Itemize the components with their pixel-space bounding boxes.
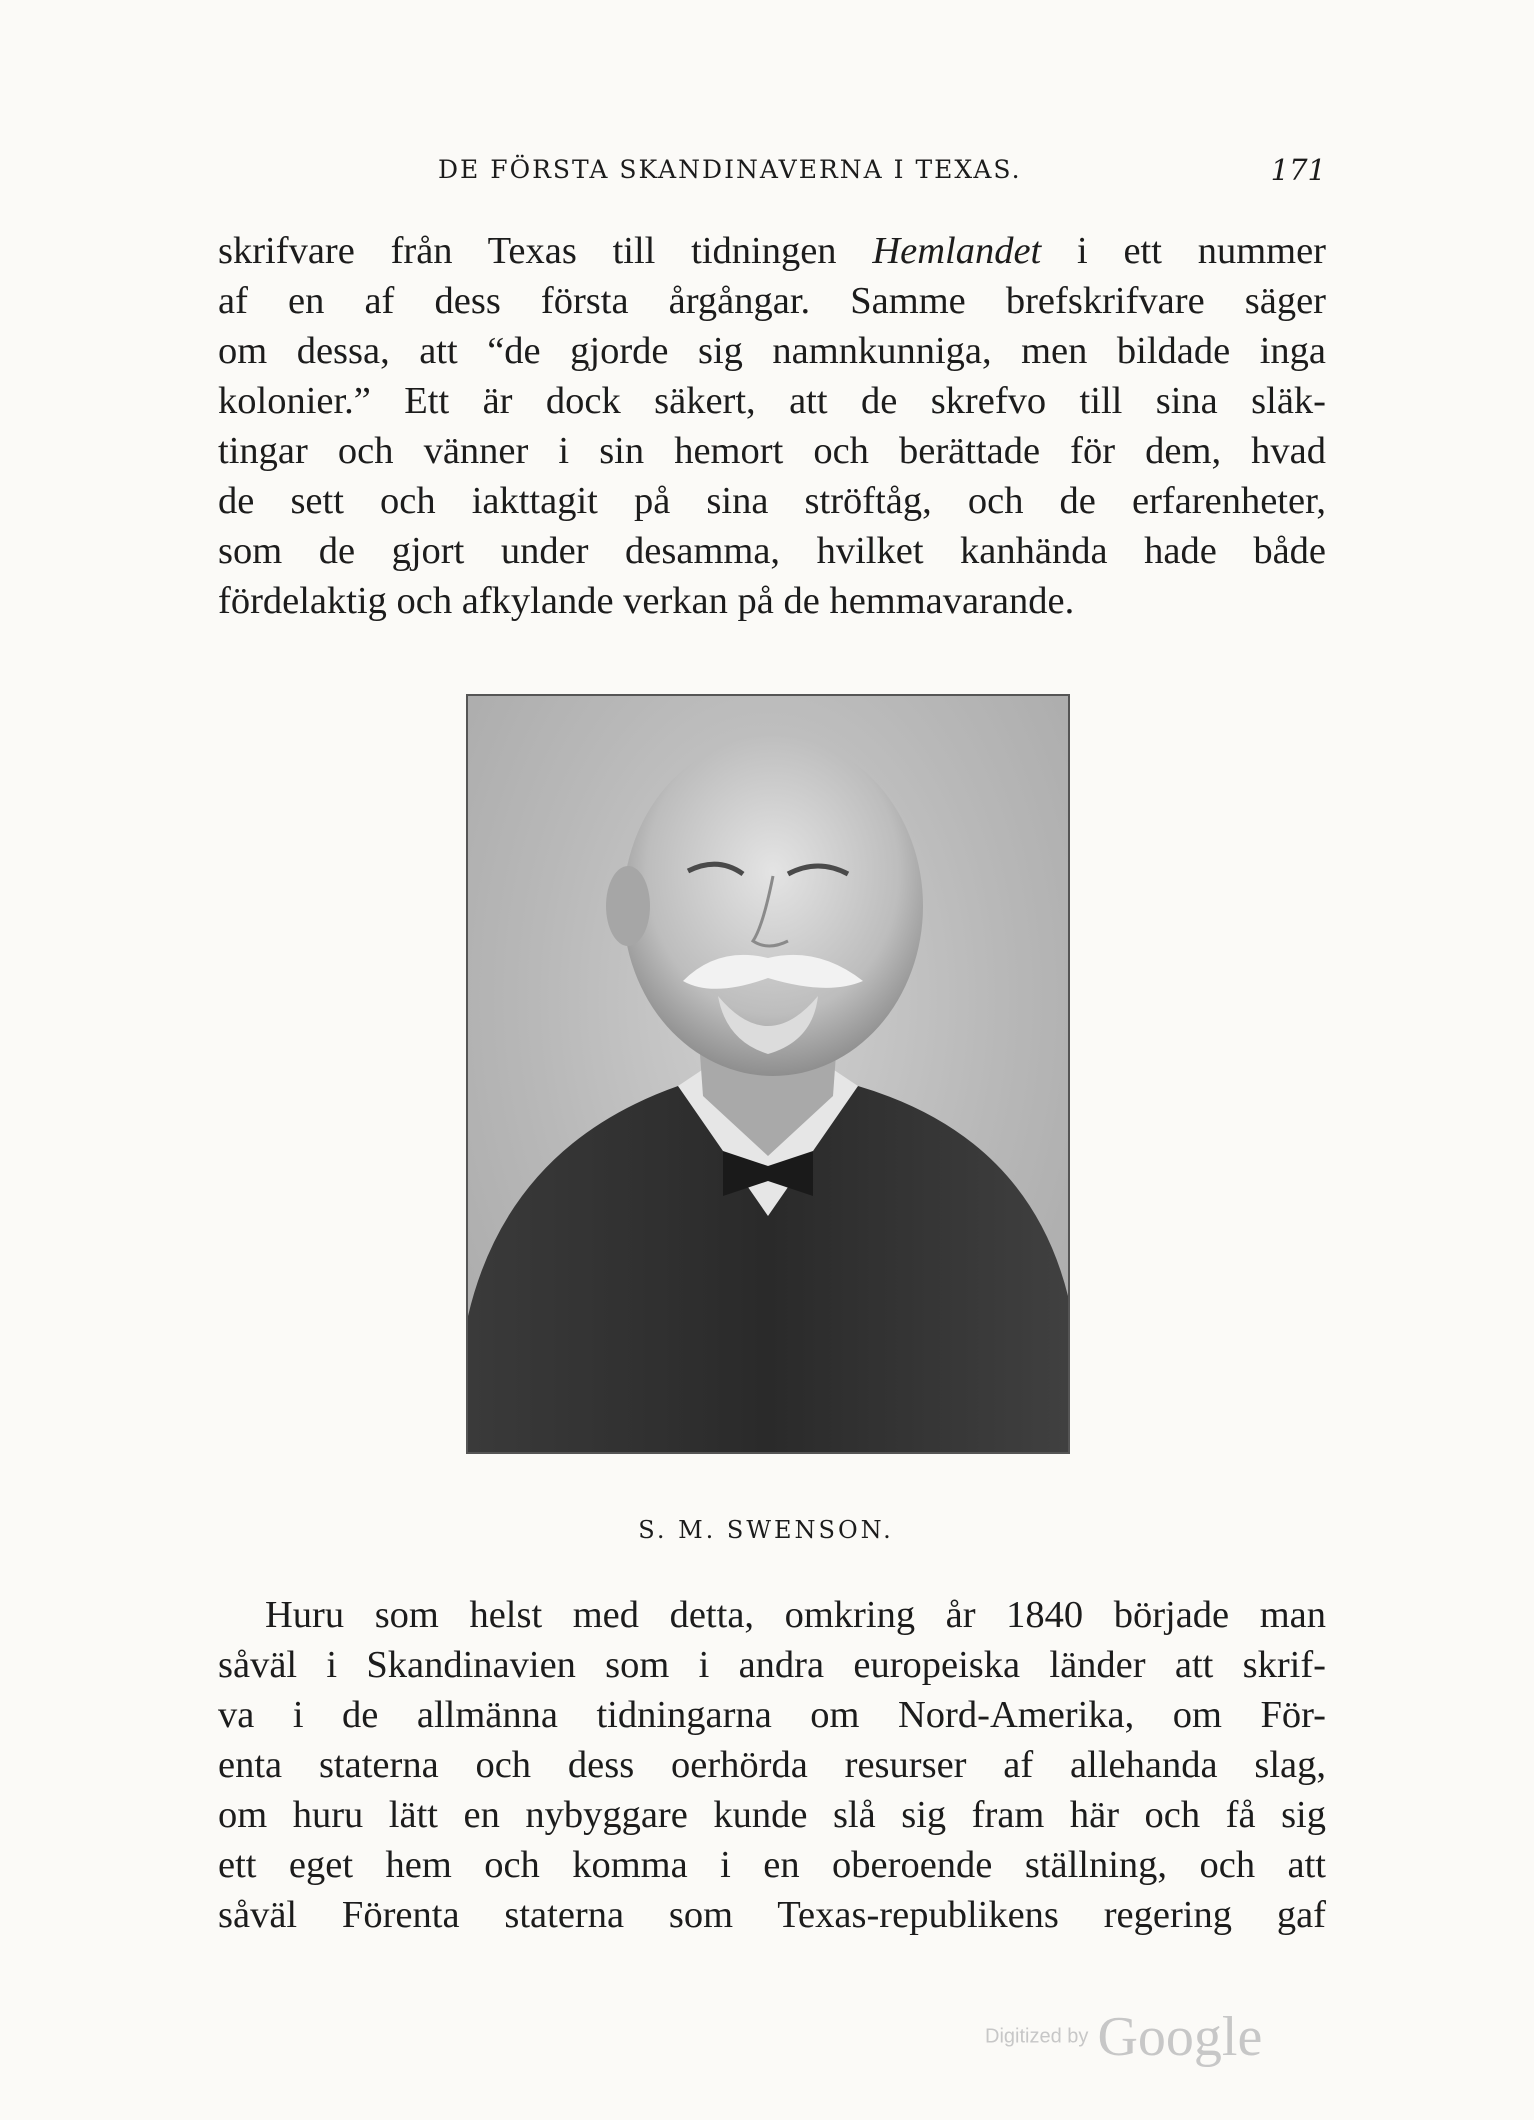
figure-caption: S. M. SWENSON. — [638, 1516, 894, 1544]
head — [623, 736, 923, 1076]
text-line: såväl i Skandinavien som i andra europeiska länder att skrif- — [218, 1644, 1326, 1686]
running-title: DE FÖRSTA SKANDINAVERNA I TEXAS. — [438, 155, 1022, 184]
text-line: kolonier.” Ett är dock säkert, att de skrefvo till sina släk- — [218, 380, 1326, 422]
text-line: skrifvare från Texas till tidningen Hemlandet i ett nummer — [218, 230, 1327, 272]
text-line: som de gjort under desamma, hvilket kanhända hade både — [218, 530, 1326, 572]
portrait-illustration — [468, 696, 1068, 1452]
text-line: af en af dess första årgångar. Samme brefskrifvare säger — [218, 280, 1326, 322]
text-line: Huru som helst med detta, omkring år 1840 började man — [265, 1594, 1326, 1636]
text-line: tingar och vänner i sin hemort och berättade för dem, hvad — [218, 430, 1326, 472]
paragraph-bottom — [218, 1590, 1326, 1940]
text-line: ett eget hem och komma i en oberoende ställning, och att — [218, 1844, 1326, 1886]
watermark-brand: Google — [1097, 2006, 1263, 2068]
newspaper-title: Hemlandet — [872, 230, 1042, 272]
page-number: 171 — [1270, 153, 1326, 187]
text-line: enta staterna och dess oerhörda resurser af allehanda slag, — [218, 1744, 1326, 1786]
text-line: fördelaktig och afkylande verkan på de hemmavarande. — [218, 580, 1075, 622]
text-line: om huru lätt en nybyggare kunde slå sig fram här och få sig — [218, 1794, 1326, 1836]
text-line: såväl Förenta staterna som Texas-republikens regering gaf — [218, 1894, 1326, 1936]
portrait-photograph — [466, 694, 1070, 1454]
text-line: om dessa, att “de gjorde sig namnkunniga, men bildade inga — [218, 330, 1326, 372]
digitized-watermark — [985, 2005, 1305, 2068]
text-line: de sett och iakttagit på sina ströftåg, och de erfarenheter, — [218, 480, 1326, 522]
watermark-prefix: Digitized by — [985, 2025, 1089, 2048]
ear — [606, 866, 650, 946]
paragraph-top — [218, 226, 1326, 626]
text-line: va i de allmänna tidningarna om Nord-Amerika, om För- — [218, 1694, 1326, 1736]
page-header — [218, 155, 1326, 195]
